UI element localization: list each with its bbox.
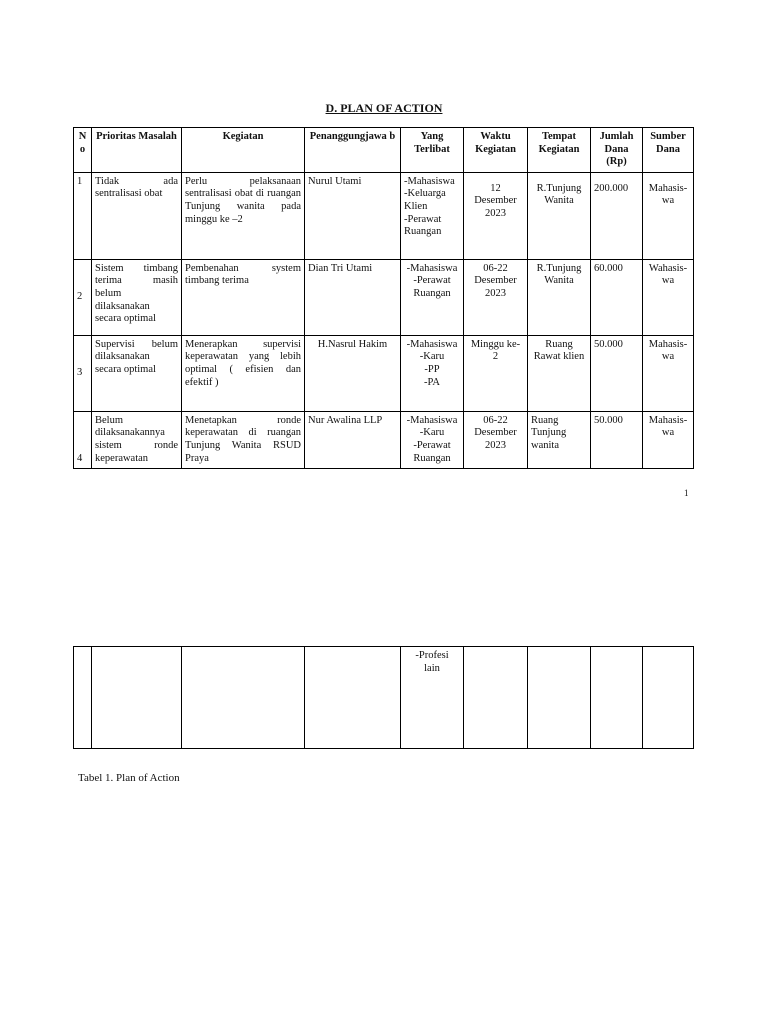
- cell-line: R.Tunjung: [536, 262, 582, 274]
- cell-no: 1: [74, 172, 92, 259]
- cell-tempat: [528, 259, 591, 335]
- cell-line: -Mahasiswa: [406, 262, 458, 274]
- cell-prioritas: Sistem timbang terima masih belum dilaksanakan secara optimal: [92, 259, 182, 335]
- cell-penanggungjawab: Nur Awalina LLP: [305, 411, 401, 468]
- table-row: [74, 335, 694, 411]
- cell-terlibat: [401, 411, 464, 468]
- cell-sumber: [643, 411, 694, 468]
- cell-dana: 60.000: [591, 259, 643, 335]
- cell-line: Desember: [474, 275, 517, 287]
- cell-line: -Mahasiswa: [404, 175, 455, 187]
- table-row: [74, 411, 694, 468]
- cell-line: Minggu ke-: [470, 338, 521, 350]
- header-no: N o: [74, 128, 92, 173]
- cell-line: 06-22: [483, 262, 508, 274]
- page-number: 1: [684, 488, 689, 498]
- header-waktu: Waktu Kegiatan: [464, 128, 528, 173]
- header-prioritas: Prioritas Masalah: [92, 128, 182, 173]
- plan-of-action-table-continued: [73, 646, 694, 749]
- table-row: [74, 259, 694, 335]
- cell-kegiatan: Perlu pelaksanaan sentralisasi obat di ruangan Tunjung wanita pada minggu ke –2: [182, 172, 305, 259]
- cell-line: wa: [661, 427, 675, 439]
- cell-line: -Perawat: [413, 439, 451, 451]
- cell-penanggungjawab: H.Nasrul Hakim: [305, 335, 401, 411]
- cell-waktu: [464, 259, 528, 335]
- cell-line: Ruang: [531, 414, 559, 426]
- cell-no: 3: [74, 335, 92, 411]
- cell-kegiatan: Menetapkan ronde keperawatan di ruangan Tunjung Wanita RSUD Praya: [182, 411, 305, 468]
- cell-no: 4: [74, 411, 92, 468]
- header-dana: Jumlah Dana (Rp): [591, 128, 643, 173]
- cell-waktu: [464, 411, 528, 468]
- cell-line: 06-22: [483, 414, 508, 426]
- cell-line: Mahasis-: [648, 338, 688, 350]
- cell-dana: [591, 647, 643, 749]
- cell-prioritas: Supervisi belum dilaksanakan secara optimal: [92, 335, 182, 411]
- cell-no: 2: [74, 259, 92, 335]
- cell-line: -PP: [424, 363, 440, 375]
- cell-dana: 50.000: [591, 335, 643, 411]
- cell-penanggungjawab: Nurul Utami: [305, 172, 401, 259]
- cell-tempat: [528, 335, 591, 411]
- cell-terlibat: [401, 335, 464, 411]
- header-penanggungjawab: Penanggungjawa b: [305, 128, 401, 173]
- cell-terlibat: [401, 647, 464, 749]
- cell-dana: 200.000: [591, 172, 643, 259]
- cell-kegiatan: Pembenahan system timbang terima: [182, 259, 305, 335]
- header-sumber: Sumber Dana: [643, 128, 694, 173]
- cell-kegiatan: [182, 647, 305, 749]
- cell-prioritas: Tidak ada sentralisasi obat: [92, 172, 182, 259]
- cell-tempat: [528, 647, 591, 749]
- header-tempat: Tempat Kegiatan: [528, 128, 591, 173]
- cell-line: 2023: [485, 207, 506, 219]
- plan-of-action-table: [73, 127, 694, 469]
- cell-sumber: [643, 335, 694, 411]
- cell-line: -Perawat: [413, 275, 451, 287]
- cell-penanggungjawab: Dian Tri Utami: [305, 259, 401, 335]
- cell-line: Wanita: [544, 195, 574, 207]
- cell-line: Mahasis-: [648, 414, 688, 426]
- cell-line: wanita: [531, 439, 559, 451]
- cell-line: 2023: [485, 287, 506, 299]
- cell-dana: 50.000: [591, 411, 643, 468]
- cell-line: Rawat klien: [533, 351, 585, 363]
- cell-penanggungjawab: [305, 647, 401, 749]
- header-kegiatan: Kegiatan: [182, 128, 305, 173]
- cell-line: wa: [661, 351, 675, 363]
- cell-line: -Karu: [419, 351, 445, 363]
- cell-line: Desember: [474, 427, 517, 439]
- cell-tempat: [528, 411, 591, 468]
- cell-line: -Mahasiswa: [406, 414, 458, 426]
- cell-line: Ruang: [545, 338, 573, 350]
- table-caption: Tabel 1. Plan of Action: [78, 772, 180, 784]
- cell-kegiatan: Menerapkan supervisi keperawatan yang lebih optimal ( efisien dan efektif ): [182, 335, 305, 411]
- cell-waktu: [464, 335, 528, 411]
- cell-line: -Profesi: [415, 650, 449, 661]
- cell-line: Mahasis-: [648, 182, 688, 194]
- cell-line: Wahasis-: [648, 262, 688, 274]
- cell-sumber: [643, 647, 694, 749]
- cell-line: -Mahasiswa: [406, 338, 458, 350]
- cell-prioritas: Belum dilaksanakannya sistem ronde keperawatan: [92, 411, 182, 468]
- cell-no: [74, 647, 92, 749]
- cell-line: lain: [424, 662, 440, 674]
- cell-line: Ruangan: [413, 452, 451, 464]
- cell-line: -Perawat Ruangan: [404, 213, 442, 238]
- cell-line: Ruangan: [413, 287, 451, 299]
- cell-sumber: [643, 172, 694, 259]
- cell-line: -Keluarga Klien: [404, 188, 446, 212]
- cell-line: 12: [490, 182, 501, 194]
- cell-line: Wanita: [544, 275, 574, 287]
- document-title: D. PLAN OF ACTION: [325, 101, 443, 115]
- header-terlibat: Yang Terlibat: [401, 128, 464, 173]
- cell-sumber: [643, 259, 694, 335]
- table-row: [74, 647, 694, 749]
- cell-line: 2: [492, 351, 499, 363]
- table-row: [74, 172, 694, 259]
- cell-line: R.Tunjung: [536, 182, 582, 194]
- cell-waktu: [464, 172, 528, 259]
- cell-waktu: [464, 647, 528, 749]
- cell-line: wa: [661, 195, 675, 207]
- cell-line: 2023: [485, 439, 506, 451]
- cell-terlibat: [401, 172, 464, 259]
- cell-tempat: [528, 172, 591, 259]
- cell-line: -PA: [424, 376, 440, 388]
- cell-line: wa: [661, 275, 675, 287]
- cell-prioritas: [92, 647, 182, 749]
- cell-line: -Karu: [419, 427, 445, 439]
- cell-line: Desember: [474, 195, 517, 207]
- cell-terlibat: [401, 259, 464, 335]
- cell-line: Tunjung: [531, 427, 567, 439]
